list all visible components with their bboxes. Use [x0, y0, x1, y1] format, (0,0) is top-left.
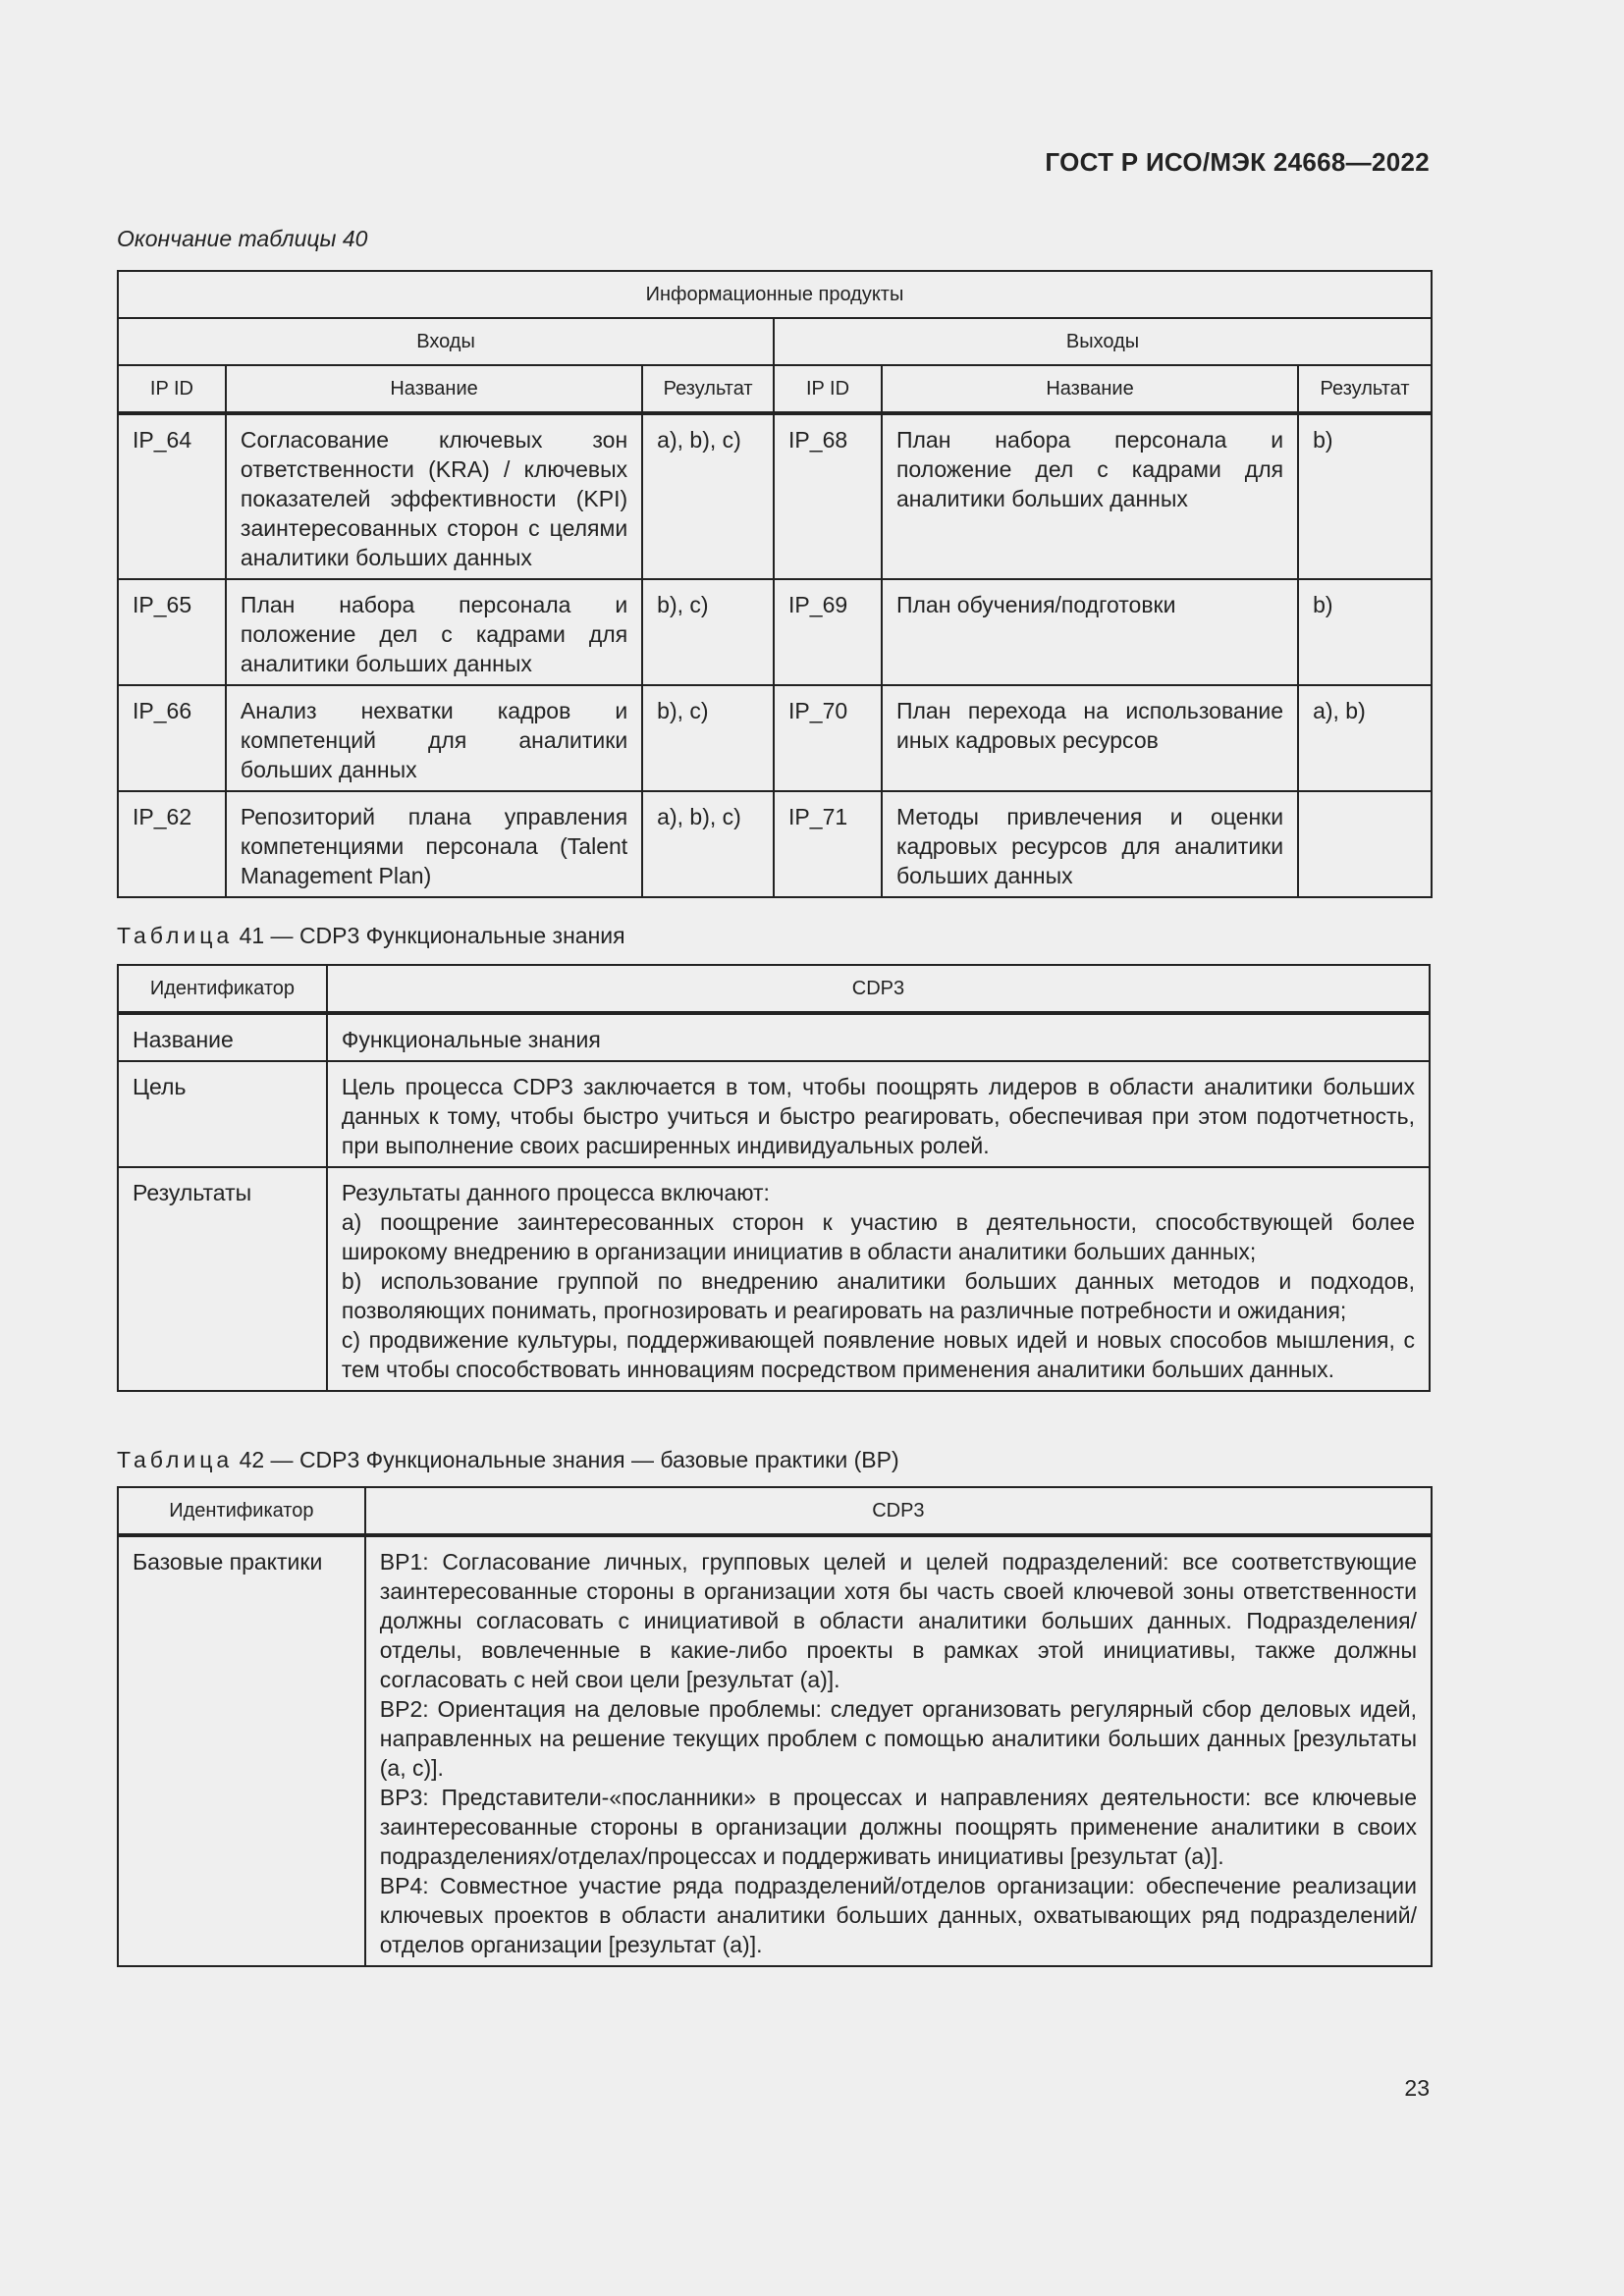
input-ip-id: IP_65	[118, 579, 226, 685]
table41-results-value: Результаты данного процесса включают: a) поощрение заинтересованных сторон к участию в деятельности, способствующей более широкому внедрению в организации инициатив в области аналитики больших данных; b) использование группой по внедрению аналитики больших данных методов и подходов, позволяющих понимать, прогнозировать и реагировать на различные потребности и ожидания; c) продвижение культуры, поддерживающей появление новых идей и новых способов мышления, с тем чтобы способствовать инновациям посредством применения аналитики больших данных.	[327, 1167, 1430, 1391]
table42-caption	[117, 1447, 899, 1473]
table-row	[118, 791, 1432, 897]
column-header: Результат	[642, 365, 774, 413]
table41-id-label: Идентификатор	[118, 965, 327, 1013]
table41-id-value: CDP3	[327, 965, 1430, 1013]
table42-bp-label: Базовые практики	[118, 1535, 365, 1966]
table41-caption	[117, 923, 625, 949]
input-result: b), c)	[642, 579, 774, 685]
input-result: a), b), c)	[642, 791, 774, 897]
output-name: План набора персонала и положение дел с кадрами для аналитики больших данных	[882, 413, 1298, 579]
table42-caption-text: 42 — CDP3 Функциональные знания — базовые практики (BP)	[239, 1447, 899, 1472]
output-name: Методы привлечения и оценки кадровых ресурсов для аналитики больших данных	[882, 791, 1298, 897]
output-name: План перехода на использование иных кадровых ресурсов	[882, 685, 1298, 791]
output-result: a), b)	[1298, 685, 1432, 791]
table41-goal-label: Цель	[118, 1061, 327, 1167]
table41-results-label: Результаты	[118, 1167, 327, 1391]
table42-id-label: Идентификатор	[118, 1487, 365, 1535]
document-standard-header: ГОСТ Р ИСО/МЭК 24668—2022	[1045, 147, 1430, 177]
output-result: b)	[1298, 413, 1432, 579]
column-header: IP ID	[118, 365, 226, 413]
input-result: b), c)	[642, 685, 774, 791]
table41-name-label: Название	[118, 1013, 327, 1061]
table40	[117, 270, 1433, 898]
table40-title: Информационные продукты	[118, 271, 1432, 318]
table41-name-value: Функциональные знания	[327, 1013, 1430, 1061]
table42-id-value: CDP3	[365, 1487, 1432, 1535]
output-ip-id: IP_69	[774, 579, 882, 685]
table-row	[118, 685, 1432, 791]
input-result: a), b), c)	[642, 413, 774, 579]
input-name: Репозиторий плана управления компетенциями персонала (Talent Management Plan)	[226, 791, 642, 897]
table40-outputs-header: Выходы	[774, 318, 1432, 365]
output-result	[1298, 791, 1432, 897]
output-ip-id: IP_71	[774, 791, 882, 897]
table41-goal-value: Цель процесса CDP3 заключается в том, чтобы поощрять лидеров в области аналитики больших данных к тому, чтобы быстро учиться и быстро реагировать, обеспечивая при этом подотчетность, при выполнение своих расширенных индивидуальных ролей.	[327, 1061, 1430, 1167]
input-ip-id: IP_64	[118, 413, 226, 579]
table41	[117, 964, 1431, 1392]
input-ip-id: IP_66	[118, 685, 226, 791]
column-header: Название	[226, 365, 642, 413]
input-name: План набора персонала и положение дел с кадрами для аналитики больших данных	[226, 579, 642, 685]
output-name: План обучения/подготовки	[882, 579, 1298, 685]
table42	[117, 1486, 1433, 1967]
output-ip-id: IP_68	[774, 413, 882, 579]
column-header: Результат	[1298, 365, 1432, 413]
column-header: Название	[882, 365, 1298, 413]
output-ip-id: IP_70	[774, 685, 882, 791]
output-result: b)	[1298, 579, 1432, 685]
table40-caption: Окончание таблицы 40	[117, 226, 368, 251]
table-row	[118, 579, 1432, 685]
input-ip-id: IP_62	[118, 791, 226, 897]
column-header: IP ID	[774, 365, 882, 413]
page-number: 23	[1404, 2075, 1430, 2101]
table41-caption-text: 41 — CDP3 Функциональные знания	[239, 923, 625, 948]
table-row	[118, 413, 1432, 579]
table41-caption-prefix: Таблица	[117, 923, 234, 948]
table42-bp-value: BP1: Согласование личных, групповых целей и целей подразделений: все соответствующие заинтересованные стороны в организации хотя бы часть своей ключевой зоны ответственности должны согласовать с инициативой в области аналитики больших данных. Подразделения/отделы, вовлеченные в какие-либо проекты в рамках этой инициативы, также должны согласовать с ней свои цели [результат (a)]. BP2: Ориентация на деловые проблемы: следует организовать регулярный сбор деловых идей, направленных на решение текущих проблем с помощью аналитики больших данных [результаты (a, c)]. BP3: Представители-«посланники» в процессах и направлениях деятельности: все ключевые заинтересованные стороны в организации должны поощрять применение аналитики в своих подразделениях/отделах/процессах и поддерживать инициативы [результат (a)]. BP4: Совместное участие ряда подразделений/отделов организации: обеспечение реализации ключевых проектов в области аналитики больших данных, охватывающих ряд подразделений/отделов организации [результат (a)].	[365, 1535, 1432, 1966]
input-name: Согласование ключевых зон ответственности (KRA) / ключевых показателей эффективности (KPI) заинтересованных сторон с целями аналитики больших данных	[226, 413, 642, 579]
table42-caption-prefix: Таблица	[117, 1447, 234, 1472]
table40-inputs-header: Входы	[118, 318, 774, 365]
input-name: Анализ нехватки кадров и компетенций для аналитики больших данных	[226, 685, 642, 791]
